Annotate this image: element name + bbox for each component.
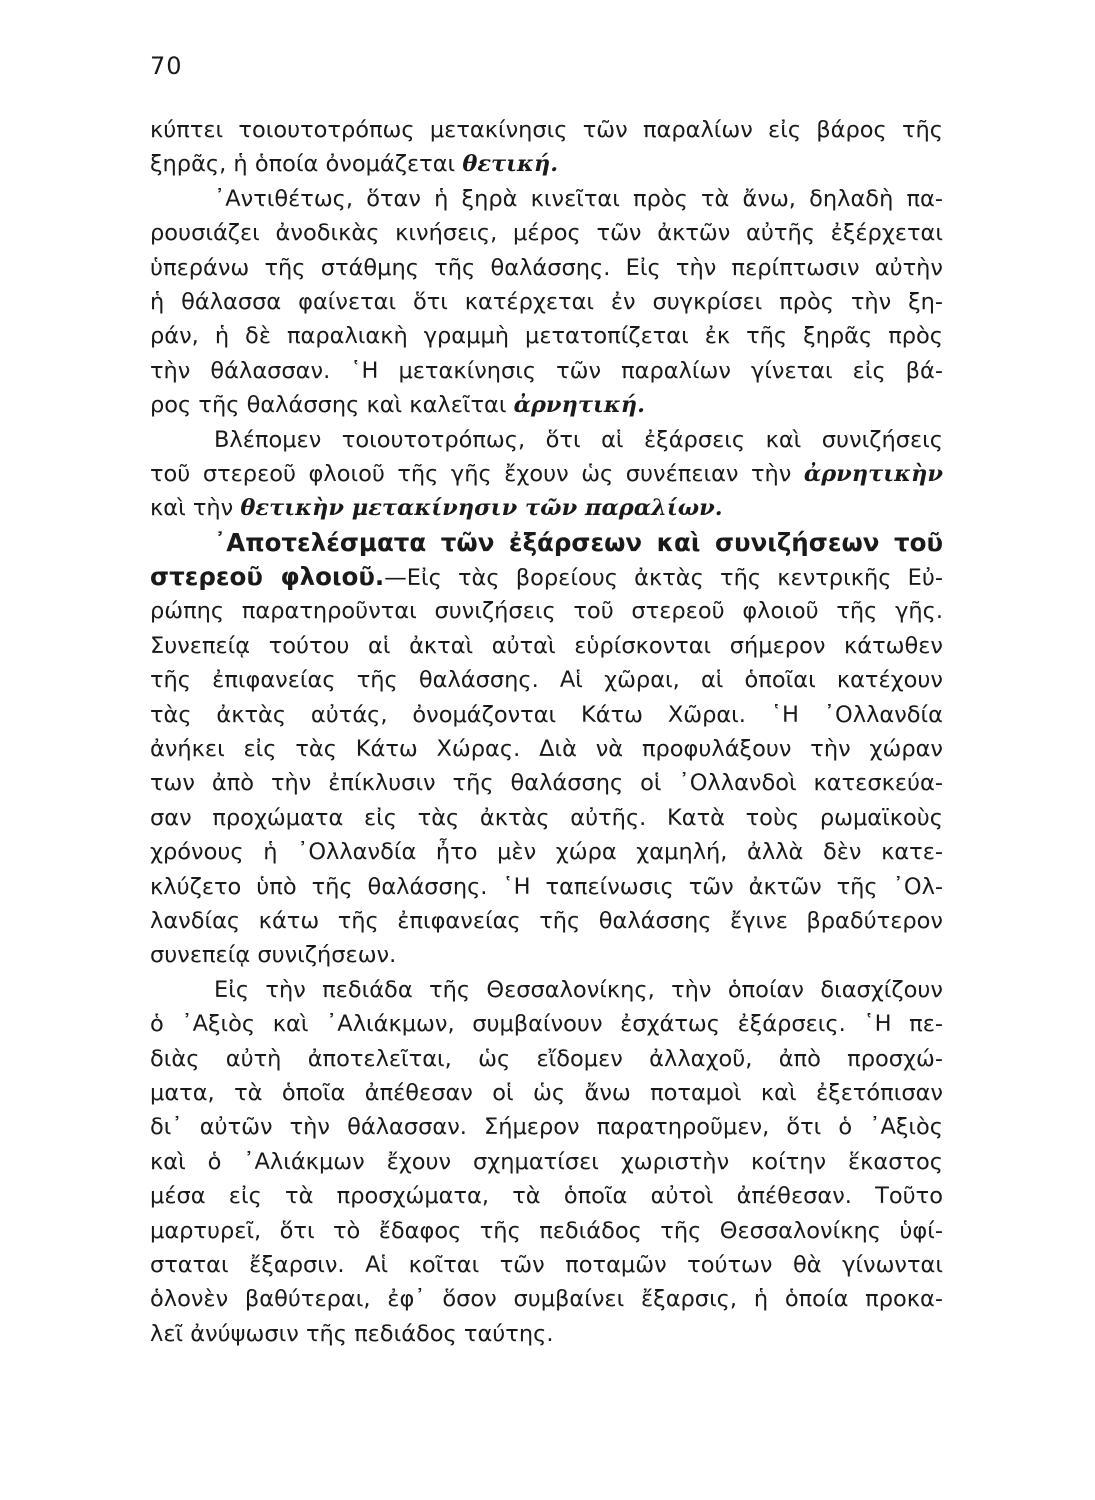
text-line: ὑπεράνω τῆς στάθμης τῆς θαλάσσης. Εἰς τὴν περίπτωσιν αὐτὴν <box>150 254 943 281</box>
text-line: ρος τῆς θαλάσσης καὶ καλεῖται ἀρνητική. <box>150 392 645 419</box>
text-line: σταται ἔξαρσιν. Αἱ κοῖται τῶν ποταμῶν τούτων θὰ γίνωνται <box>150 1251 943 1278</box>
section-heading-end: στερεοῦ φλοιοῦ. <box>150 562 385 592</box>
text-line: καὶ τὴν θετικὴν μετακίνησιν τῶν παραλίων. <box>150 495 723 522</box>
text-line: ἡ θάλασσα φαίνεται ὅτι κατέρχεται ἐν συγκρίσει πρὸς τὴν ξη- <box>150 288 943 315</box>
text-line: τὴν θάλασσαν. ῾Η μετακίνησις τῶν παραλίων γίνεται εἰς βά- <box>150 357 943 384</box>
text-line: τὰς ἀκτὰς αὐτάς, ὀνομάζονται Κάτω Χῶραι. ῾Η ᾿Ολλανδία <box>150 701 943 728</box>
section-heading: ᾿Αποτελέσματα τῶν ἐξάρσεων καὶ συνιζήσεων τοῦ <box>214 527 943 557</box>
body-text <box>150 113 943 1351</box>
text-line: κύπτει τοιουτοτρόπως μετακίνησις τῶν παραλίων εἰς βάρος τῆς <box>150 117 943 143</box>
emphasis-term: ἀρνητική. <box>513 392 645 419</box>
text-line: ὁ ᾿Αξιὸς καὶ ᾿Αλιάκμων, συμβαίνουν ἐσχάτως ἐξάρσεις. ῾Η πε- <box>150 1011 943 1038</box>
page-number: 70 <box>150 52 183 80</box>
text-line: διὰς αὐτὴ ἀποτελεῖται, ὡς εἴδομεν ἀλλαχοῦ, ἀπὸ προσχώ- <box>150 1045 943 1072</box>
text-line: των ἀπὸ τὴν ἐπίκλυσιν τῆς θαλάσσης οἱ ᾿Ολλανδοὶ κατεσκεύα- <box>150 770 943 797</box>
text-line: λανδίας κάτω τῆς ἐπιφανείας τῆς θαλάσσης ἔγινε βραδύτερον <box>150 907 943 934</box>
text-line: ἀνήκει εἰς τὰς Κάτω Χώρας. Διὰ νὰ προφυλάξουν τὴν χώραν <box>150 736 943 763</box>
text-line: Βλέπομεν τοιουτοτρόπως, ὅτι αἱ ἐξάρσεις καὶ συνιζήσεις <box>214 426 943 453</box>
text-line: ρουσιάζει ἀνοδικὰς κινήσεις, μέρος τῶν ἀκτῶν αὐτῆς ἐξέρχεται <box>150 220 943 247</box>
text-line: κλύζετο ὑπὸ τῆς θαλάσσης. ῾Η ταπείνωσις τῶν ἀκτῶν τῆς ᾿Ολ- <box>150 873 943 900</box>
text-line: σαν προχώματα εἰς τὰς ἀκτὰς αὐτῆς. Κατὰ τοὺς ρωμαϊκοὺς <box>150 804 943 831</box>
emphasis-term: θετική. <box>462 151 559 178</box>
text-line: λεῖ ἀνύψωσιν τῆς πεδιάδος ταύτης. <box>150 1320 554 1347</box>
text-line: ὁλονὲν βαθύτεραι, ἐφ᾿ ὅσον συμβαίνει ἔξαρσις, ἡ ὁποία προκα- <box>150 1286 943 1313</box>
text-line: καὶ ὁ ᾿Αλιάκμων ἔχουν σχηματίσει χωριστὴν κοίτην ἕκαστος <box>150 1148 943 1175</box>
emphasis-term: ἀρνητικὴν <box>803 460 943 487</box>
emphasis-term: θετικὴν μετακίνησιν τῶν παραλίων. <box>240 495 723 522</box>
text-line: Συνεπείᾳ τούτου αἱ ἀκταὶ αὐταὶ εὑρίσκονται σήμερον κάτωθεν <box>150 632 943 659</box>
text-line: Εἰς τὴν πεδιάδα τῆς Θεσσαλονίκης, τὴν ὁποίαν διασχίζουν <box>214 976 943 1003</box>
text-line: ρώπης παρατηροῦνται συνιζήσεις τοῦ στερεοῦ φλοιοῦ τῆς γῆς. <box>150 598 943 625</box>
text-line: ματα, τὰ ὁποῖα ἀπέθεσαν οἱ ὡς ἄνω ποταμοὶ καὶ ἐξετόπισαν <box>150 1079 943 1106</box>
text-line: τῆς ἐπιφανείας τῆς θαλάσσης. Αἱ χῶραι, αἱ ὁποῖαι κατέχουν <box>150 667 943 694</box>
text-line: χρόνους ἡ ᾿Ολλανδία ἦτο μὲν χώρα χαμηλή, ἀλλὰ δὲν κατε- <box>150 839 943 866</box>
text-line: ᾿Αντιθέτως, ὅταν ἡ ξηρὰ κινεῖται πρὸς τὰ ἄνω, δηλαδὴ πα- <box>214 185 943 212</box>
text-line: ράν, ἡ δὲ παραλιακὴ γραμμὴ μετατοπίζεται ἐκ τῆς ξηρᾶς πρὸς <box>150 323 943 350</box>
text-line: ξηρᾶς, ἡ ὁποία ὀνομάζεται θετική. <box>150 151 559 178</box>
text-line: μαρτυρεῖ, ὅτι τὸ ἔδαφος τῆς πεδιάδος τῆς Θεσσαλονίκης ὑφί- <box>150 1217 943 1244</box>
text-line: στερεοῦ φλοιοῦ.—Εἰς τὰς βορείους ἀκτὰς τῆς κεντρικῆς Εὐ- <box>150 562 944 592</box>
text-line: δι᾿ αὐτῶν τὴν θάλασσαν. Σήμερον παρατηροῦμεν, ὅτι ὁ ᾿Αξιὸς <box>150 1114 943 1141</box>
text-line: συνεπείᾳ συνιζήσεων. <box>150 942 397 969</box>
text-line: τοῦ στερεοῦ φλοιοῦ τῆς γῆς ἔχουν ὡς συνέπειαν τὴν ἀρνητικὴν <box>150 460 943 487</box>
text-line: μέσα εἰς τὰ προσχώματα, τὰ ὁποῖα αὐτοὶ ἀπέθεσαν. Τοῦτο <box>150 1183 943 1210</box>
